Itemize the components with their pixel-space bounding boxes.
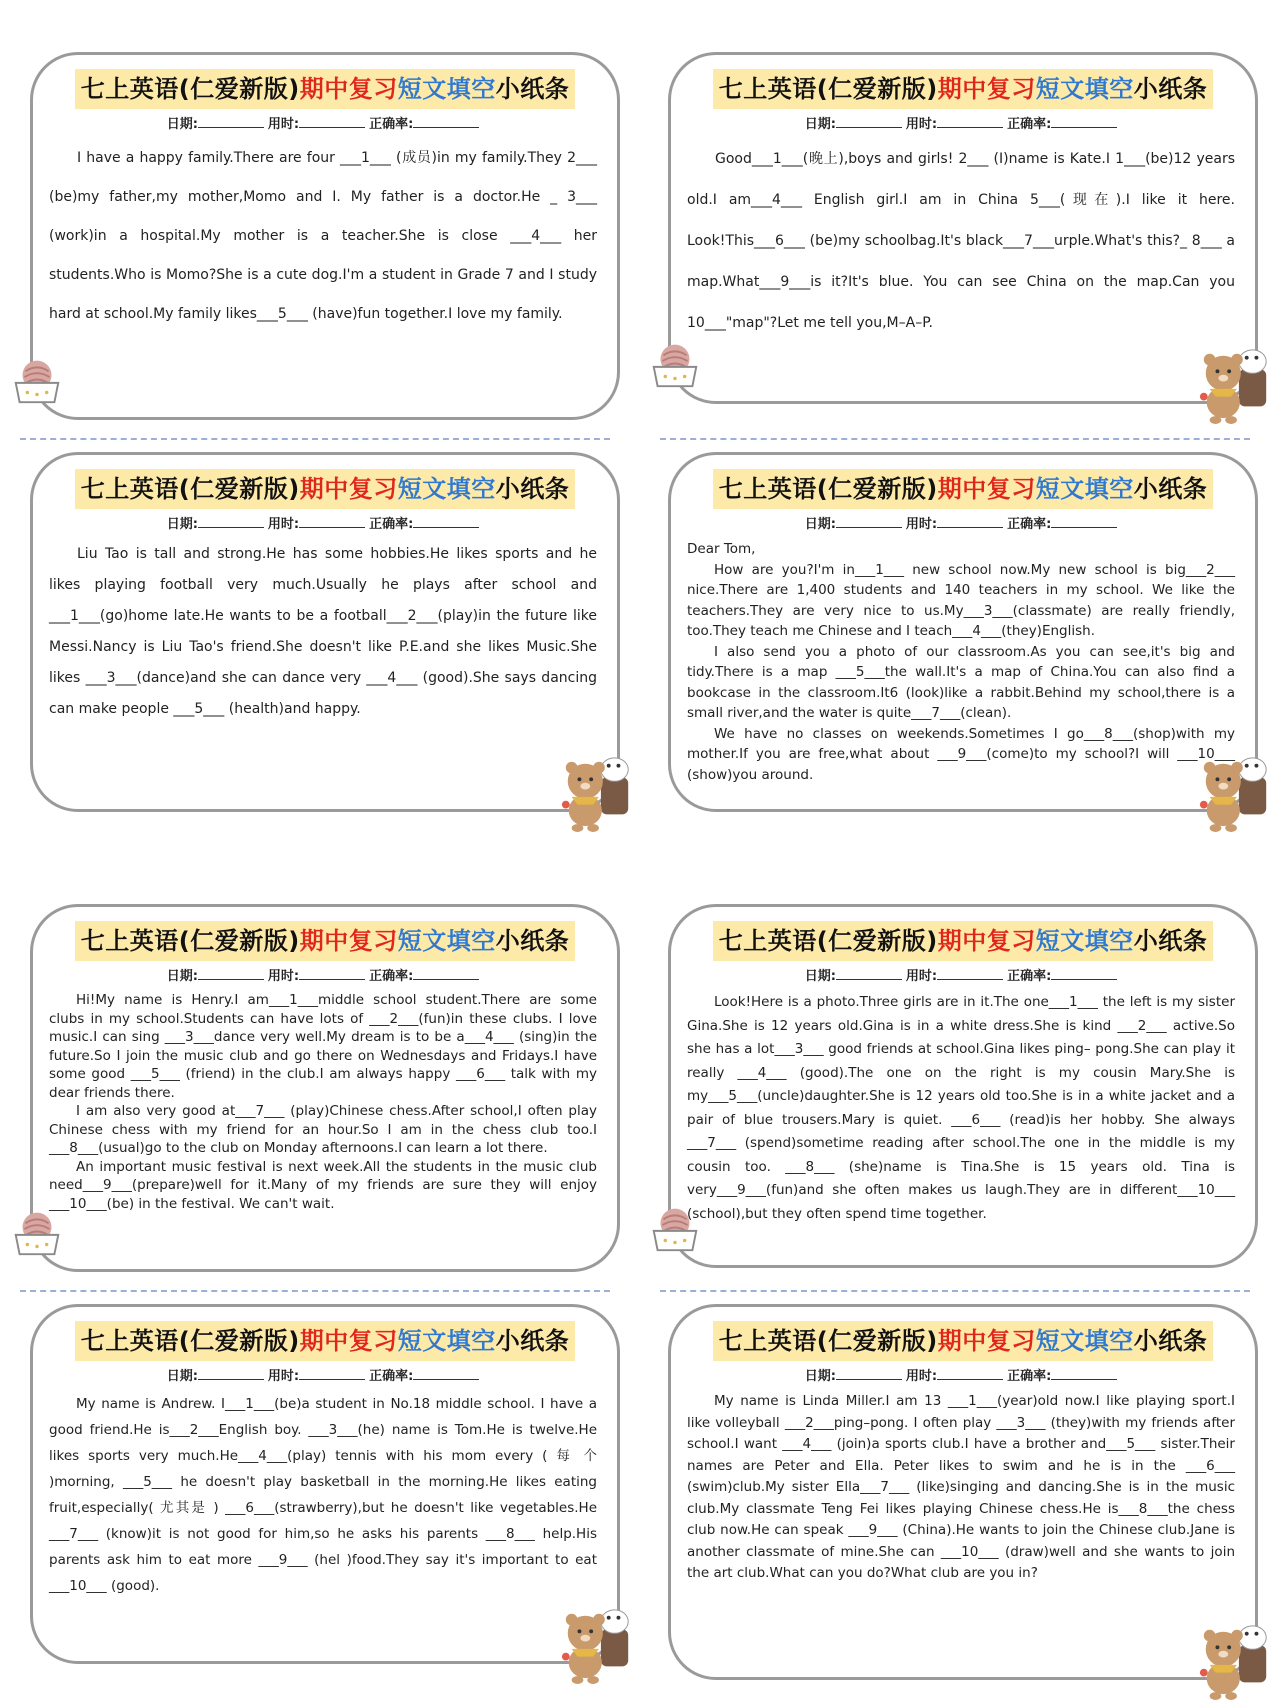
card-meta [671, 113, 1255, 132]
passage-paragraph: Liu Tao is tall and strong.He has some hobbies.He likes sports and he likes playing football very much.Usually he plays after school and ___1___(go)home late.He wants to be a football___2___(play)in the future like Messi.Nancy is Liu Tao's friend.She doesn't like P.E.and she likes Music.She likes ___3___(dance)and she can dance very ___4___ (good).She says dancing can make people ___5___ (health)and happy. [49, 546, 597, 717]
bear-with-backpack-icon [558, 748, 636, 834]
title-note: 小纸条 [1133, 927, 1208, 955]
worksheet-card [668, 1304, 1258, 1680]
passage-paragraph: I also send you a photo of our classroom.As you can see,it's big and tidy.There is a map ___5___the wall.It's a map of China.You can also find a bookcase in the classroom.It6 (look)like a rabbit.Behind my school,there is a small river,and the water is quite___7___(clean). [687, 643, 1235, 721]
title-review: 期中复习 [937, 75, 1036, 103]
accuracy-blank [1051, 1367, 1117, 1380]
passage-paragraph: How are you?I'm in___1___ new school now.My new school is big___2___ nice.There are 1,400 students and 140 teachers in my school. We like the teachers.They are very nice to us.My___3___(classmate) are really friendly, too.They teach me Chinese and I teach___4___(they)English. [687, 561, 1235, 639]
title-review: 期中复习 [299, 1327, 398, 1355]
card-title [671, 69, 1255, 109]
date-blank [198, 115, 264, 128]
time-blank [299, 967, 365, 980]
passage-paragraph: We have no classes on weekends.Sometimes I go___8___(shop)with my mother.If you are free,what about ___9___(come)to my school?I will ___10___ (show)you around. [687, 725, 1235, 783]
title-note: 小纸条 [495, 475, 570, 503]
title-note: 小纸条 [1133, 475, 1208, 503]
date-blank [836, 115, 902, 128]
accuracy-label: 正确率: [1007, 117, 1052, 132]
title-grade: 七上英语(仁爱新版) [80, 1327, 300, 1355]
passage-text [49, 991, 597, 1249]
yarn-basket-icon [646, 1198, 704, 1256]
title-grade: 七上英语(仁爱新版) [718, 75, 938, 103]
title-cloze: 短文填空 [1035, 1327, 1134, 1355]
title-note: 小纸条 [1133, 1327, 1208, 1355]
time-blank [299, 1367, 365, 1380]
card-meta [33, 513, 617, 532]
title-cloze: 短文填空 [397, 475, 496, 503]
title-cloze: 短文填空 [1035, 927, 1134, 955]
passage-text [687, 139, 1235, 381]
title-cloze: 短文填空 [1035, 475, 1134, 503]
time-label: 用时: [905, 969, 938, 984]
accuracy-blank [413, 115, 479, 128]
accuracy-label: 正确率: [1007, 517, 1052, 532]
date-label: 日期: [804, 969, 836, 984]
divider-bottom-left [20, 1290, 610, 1292]
passage-paragraph: Dear Tom, [687, 541, 756, 557]
date-label: 日期: [166, 969, 198, 984]
title-grade: 七上英语(仁爱新版) [718, 1327, 938, 1355]
accuracy-blank [1051, 515, 1117, 528]
title-review: 期中复习 [937, 927, 1036, 955]
passage-text [49, 1391, 597, 1641]
bear-with-backpack-icon [1196, 1616, 1274, 1702]
card-title [671, 1321, 1255, 1361]
time-blank [299, 115, 365, 128]
divider-top-left [20, 438, 610, 440]
title-banner [75, 469, 575, 509]
title-note: 小纸条 [495, 75, 570, 103]
accuracy-blank [1051, 967, 1117, 980]
date-blank [198, 967, 264, 980]
title-cloze: 短文填空 [397, 1327, 496, 1355]
date-label: 日期: [804, 117, 836, 132]
title-cloze: 短文填空 [397, 927, 496, 955]
passage-paragraph: I have a happy family.There are four ___1___ (成员)in my family.They 2___ (be)my father,my mother,Momo and I. My father is a doctor.He _ 3___ (work)in a hospital.My mother is a teacher.She is close ___4___ her students.Who is Momo?She is a cute dog.I'm a student in Grade 7 and I study hard at school.My family likes___5___ (have)fun together.I love my family. [49, 150, 597, 322]
bear-with-backpack-icon [558, 1600, 636, 1686]
date-blank [836, 967, 902, 980]
accuracy-blank [413, 515, 479, 528]
title-cloze: 短文填空 [397, 75, 496, 103]
time-label: 用时: [267, 117, 300, 132]
title-review: 期中复习 [299, 927, 398, 955]
accuracy-label: 正确率: [369, 117, 414, 132]
title-cloze: 短文填空 [1035, 75, 1134, 103]
card-title [33, 69, 617, 109]
time-label: 用时: [267, 969, 300, 984]
time-blank [937, 115, 1003, 128]
title-review: 期中复习 [937, 1327, 1036, 1355]
date-label: 日期: [804, 1369, 836, 1384]
title-note: 小纸条 [495, 1327, 570, 1355]
accuracy-label: 正确率: [369, 517, 414, 532]
title-note: 小纸条 [495, 927, 570, 955]
accuracy-label: 正确率: [1007, 969, 1052, 984]
worksheet-card [668, 452, 1258, 812]
passage-paragraph: Good___1___(晚上),boys and girls! 2___ (I)name is Kate.I 1___(be)12 years old.I am___4___ English girl.I am in China 5___(现在).I like it here. Look!This___6___ (be)my schoolbag.It's black___7___urple.What's this?_ 8___ a map.What___9___is it?It's blue. You can see China on the map.Can you 10___"map"?Let me tell you,M–A–P. [687, 151, 1235, 331]
time-label: 用时: [905, 117, 938, 132]
yarn-basket-icon [8, 1202, 66, 1260]
title-banner [75, 69, 575, 109]
bear-with-backpack-icon [1196, 748, 1274, 834]
worksheet-card [30, 1304, 620, 1664]
passage-text [687, 991, 1235, 1245]
bear-with-backpack-icon [1196, 340, 1274, 426]
card-title [671, 921, 1255, 961]
date-label: 日期: [804, 517, 836, 532]
card-title [33, 921, 617, 961]
passage-text [687, 539, 1235, 789]
title-banner [713, 69, 1213, 109]
worksheet-card [30, 52, 620, 420]
passage-paragraph: Look!Here is a photo.Three girls are in it.The one___1___ the left is my sister Gina.She is 12 years old.Gina is in a white dress.She is kind ___2___ active.So she has a lot___3___ good friends at school.Gina likes ping– pong.She can play it really ___4___ (good).The one on the right is my cousin Mary.She is my___5___(uncle)daughter.She is 12 years old too.She is in a white jacket and a pair of blue trousers.Mary is quiet. ___6___ (read)is her hobby. She always ___7___ (spend)sometime reading after school.The one in the middle is my cousin too. ___8___ (she)name is Tina.She is 15 years old. Tina is very___9___(fun)and she often makes us laugh.They are in different___10___ (school),but they often spend time together. [687, 994, 1235, 1222]
title-banner [713, 921, 1213, 961]
date-label: 日期: [166, 1369, 198, 1384]
divider-top-right [660, 438, 1250, 440]
card-meta [33, 113, 617, 132]
time-label: 用时: [267, 517, 300, 532]
date-blank [198, 1367, 264, 1380]
accuracy-blank [413, 1367, 479, 1380]
date-blank [198, 515, 264, 528]
title-banner [75, 1321, 575, 1361]
title-note: 小纸条 [1133, 75, 1208, 103]
time-label: 用时: [267, 1369, 300, 1384]
card-title [33, 1321, 617, 1361]
card-title [33, 469, 617, 509]
yarn-basket-icon [8, 350, 66, 408]
title-review: 期中复习 [299, 475, 398, 503]
title-grade: 七上英语(仁爱新版) [718, 927, 938, 955]
title-review: 期中复习 [937, 475, 1036, 503]
accuracy-label: 正确率: [369, 1369, 414, 1384]
card-title [671, 469, 1255, 509]
date-label: 日期: [166, 517, 198, 532]
title-grade: 七上英语(仁爱新版) [80, 75, 300, 103]
passage-paragraph: Hi!My name is Henry.I am___1___middle school student.There are some clubs in my school.Students can have lots of ___2___(fun)in these clubs. I love music.I can sing ___3___dance very well.My dream is to be a___4___ (sing)in the future.So I join the music club and go there on Wednesdays and Fridays.I have some good ___5___ (friend) in the club.I am always happy ___6___ talk with my dear friends there. [49, 992, 597, 1101]
passage-paragraph: My name is Linda Miller.I am 13 ___1___(year)old now.I like playing sport.I like volleyball ___2___ping–pong. I often play ___3___ (they)with my friends after school.I want ___4___ (join)a sports club.I have a brother and___5___ sister.Their names are Peter and Ella. Peter likes to swim and he is in the ___6___ (swim)club.My sister Ella___7___ (like)singing and dancing.She is in the music club.My classmate Teng Fei likes playing Chinese chess.He is___8___the chess club now.He can speak ___9___ (China).He wants to join the Chinese club.Jane is another classmate of mine.She can ___10___ (draw)well and she wants to join the art club.What can you do?What club are you in? [687, 1393, 1235, 1581]
card-meta [671, 1365, 1255, 1384]
title-banner [713, 1321, 1213, 1361]
worksheet-card [30, 452, 620, 812]
title-grade: 七上英语(仁爱新版) [718, 475, 938, 503]
date-blank [836, 515, 902, 528]
worksheet-card [668, 904, 1258, 1268]
title-banner [713, 469, 1213, 509]
worksheet-card [30, 904, 620, 1272]
date-blank [836, 1367, 902, 1380]
card-meta [33, 1365, 617, 1384]
time-label: 用时: [905, 1369, 938, 1384]
time-blank [299, 515, 365, 528]
passage-paragraph: I am also very good at___7___ (play)Chinese chess.After school,I often play Chinese chess with my friend for an hour.So I am in the chess club too.I ___8___(usual)go to the club on Monday afternoons.I can learn a lot there. [49, 1103, 597, 1156]
passage-text [687, 1391, 1235, 1657]
accuracy-label: 正确率: [1007, 1369, 1052, 1384]
passage-text [49, 539, 597, 789]
divider-bottom-right [660, 1290, 1250, 1292]
card-meta [671, 965, 1255, 984]
time-blank [937, 967, 1003, 980]
passage-text [49, 139, 597, 397]
card-meta [33, 965, 617, 984]
title-grade: 七上英语(仁爱新版) [80, 927, 300, 955]
accuracy-blank [413, 967, 479, 980]
title-grade: 七上英语(仁爱新版) [80, 475, 300, 503]
time-label: 用时: [905, 517, 938, 532]
date-label: 日期: [166, 117, 198, 132]
time-blank [937, 1367, 1003, 1380]
card-meta [671, 513, 1255, 532]
passage-paragraph: An important music festival is next week.All the students in the music club need___9___(prepare)well for it.Many of my friends are sure they will enjoy ___10___(be) in the festival. We can't wait. [49, 1158, 597, 1212]
time-blank [937, 515, 1003, 528]
accuracy-blank [1051, 115, 1117, 128]
worksheet-card [668, 52, 1258, 404]
title-review: 期中复习 [299, 75, 398, 103]
accuracy-label: 正确率: [369, 969, 414, 984]
yarn-basket-icon [646, 334, 704, 392]
title-banner [75, 921, 575, 961]
passage-paragraph: My name is Andrew. I___1___(be)a student in No.18 middle school. I have a good friend.He is___2___English boy. ___3___(he) name is Tom.He is twelve.He likes sports very much.He___4___(play) tennis with his mom every ( 每 个 )morning, ___5___ he doesn't play basketball in the morning.He likes eating fruit,especially( 尤其是 ) ___6___(strawberry),but he doesn't like vegetables.He ___7___ (know)it is not good for him,so he asks his parents ___8___ help.His parents ask him to eat more ___9___ (hel )food.They say it's important to eat ___10___ (good). [49, 1396, 597, 1594]
